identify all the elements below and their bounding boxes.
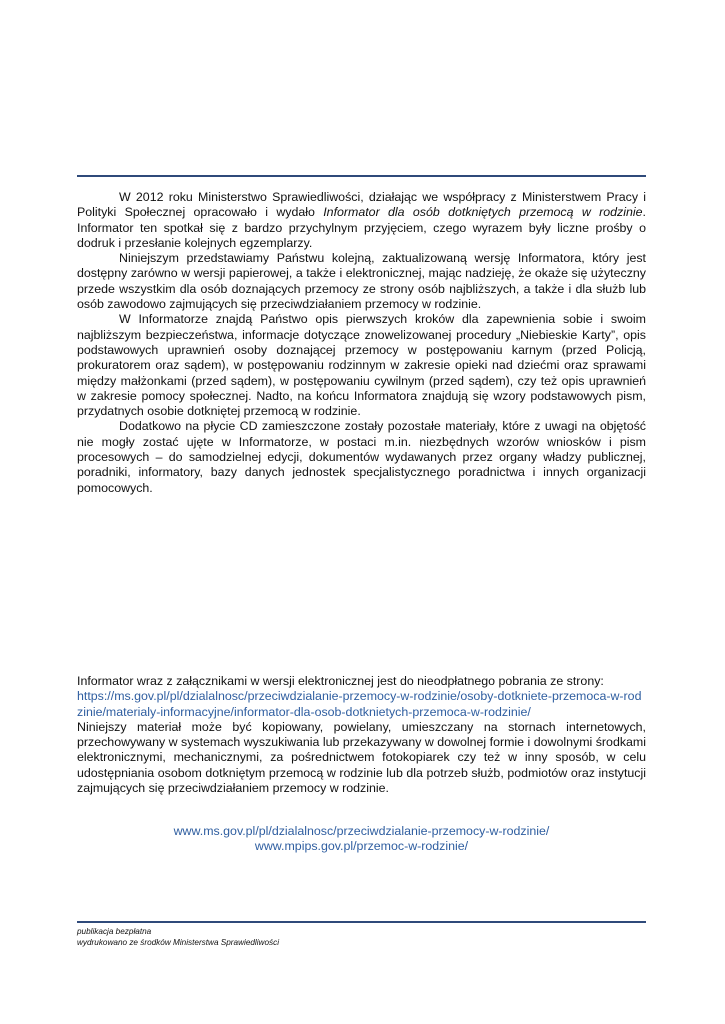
download-info [77, 674, 646, 796]
paragraph-1 [77, 190, 646, 251]
paragraph-4: Dodatkowo na płycie CD zamieszczone zostały pozostałe materiały, które z uwagi na objętość nie mogły zostać ujęte w Informatorze, w postaci m.in. niezbędnych wzorów wniosków i pism procesowych – do samodzielnej edycji, dokumentów wydawanych przez organy władzy publicznej, poradniki, informatory, bazy danych jednostek specjalistycznego poradnictwa i innych organizacji pomocowych. [77, 419, 646, 495]
footer [77, 927, 279, 948]
paragraph-2: Niniejszym przedstawiamy Państwu kolejną, zaktualizowaną wersję Informatora, który jest dostępny zarówno w wersji papierowej, a także i elektronicznej, mając nadzieję, że okaże się użyteczny przede wszystkim dla osób doznających przemocy ze strony osób najbliższych, a także i dla służb lub osób zawodowo zajmujących się przeciwdziałaniem przemocy w rodzinie. [77, 251, 646, 312]
informator-title: Informator dla osób dotkniętych przemocą w rodzinie [323, 205, 643, 220]
paragraph-3: W Informatorze znajdą Państwo opis pierwszych kroków dla zapewnienia sobie i swoim najbliższym bezpieczeństwa, informacje dotyczące znowelizowanej procedury „Niebieskie Karty”, opis podstawowych uprawnień osoby doznającej przemocy w postępowaniu karnym (przed Policją, prokuratorem oraz sądem), w postępowaniu rodzinnym w zakresie opieki nad dziećmi oraz sprawami między małżonkami (przed sądem), w postępowaniu cywilnym (przed sądem), czy też opis uprawnień w zakresie pomocy społecznej. Nadto, na końcu Informatora znajdują się wzory podstawowych pism, przydatnych osobie dotkniętej przemocą w rodzinie. [77, 312, 646, 419]
copyright-text: Niniejszy materiał może być kopiowany, powielany, umieszczany na stornach internetowych, przechowywany w systemach wyszukiwania lub przekazywany w dowolnej formie i dowolnymi środkami elektronicznymi, mechanicznymi, za pośrednictwem fotokopiarek czy też w inny sposób, w celu udostępniania osobom dotkniętym przemocą w rodzinie lub dla potrzeb służb, podmiotów oraz instytucji zajmujących się przeciwdziałaniem przemocy w rodzinie. [77, 719, 646, 796]
download-link[interactable]: https://ms.gov.pl/pl/dzialalnosc/przeciwdzialanie-przemocy-w-rodzinie/osoby-dotkniete-przemoca-w-rodzinie/materialy-informacyjne/informator-dla-osob-dotknietych-przemoca-w-rodzinie/ [77, 689, 642, 719]
top-divider [77, 175, 646, 177]
footer-funding-note: wydrukowano ze środków Ministerstwa Sprawiedliwości [77, 937, 280, 947]
download-text: Informator wraz z załącznikami w wersji elektronicznej jest do nieodpłatnego pobrania ze strony: [77, 674, 604, 688]
bottom-divider [77, 921, 646, 923]
paragraph-1-text-end: . Informator ten spotkał się z bardzo przychylnym przyjęciem, czego wyrazem były liczne prośby o dodruk i przesłanie kolejnych egzemplarzy. [77, 205, 646, 250]
ms-website-link[interactable]: www.ms.gov.pl/pl/dzialalnosc/przeciwdzialanie-przemocy-w-rodzinie/ [173, 824, 550, 838]
mpips-website-link[interactable]: www.mpips.gov.pl/przemoc-w-rodzinie/ [254, 839, 469, 854]
footer-free-publication: publikacja bezpłatna [77, 927, 152, 936]
paragraph-1-text: W 2012 roku Ministerstwo Sprawiedliwości, działając we współpracy z Ministerstwem Pracy i Polityki Społecznej opracowało i wydało [77, 190, 646, 220]
website-links [77, 824, 646, 855]
intro-text [77, 190, 646, 496]
